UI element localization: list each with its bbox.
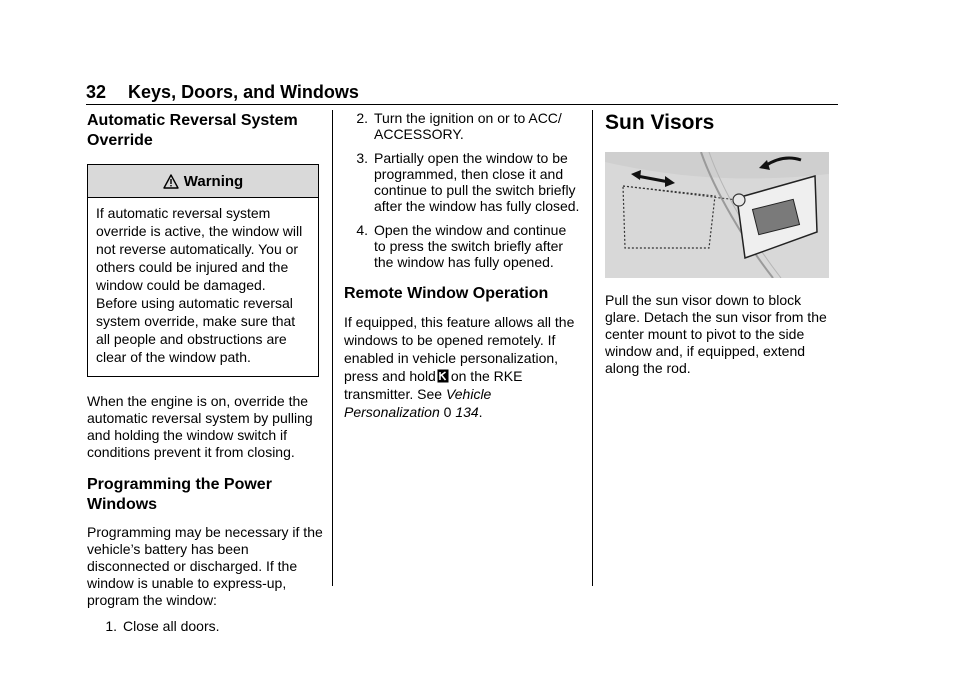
column-divider-1: [332, 110, 333, 586]
sun-visor-drawing: [605, 152, 829, 278]
list-item-number: 3.: [356, 150, 368, 166]
sun-visor-illustration: [605, 152, 829, 278]
heading-sun-visors: Sun Visors: [605, 111, 715, 134]
page-ref-number[interactable]: 134: [455, 404, 479, 420]
paragraph-override: When the engine is on, override the automatic reversal system by pulling and holding the window switch if conditions prevent it from closing.: [87, 393, 313, 460]
column-1: [87, 110, 323, 634]
remote-text-start: If equipped, this feature allows all the windows to be opened remotely. If enabled in vehicle personalization, press and hold: [344, 314, 575, 384]
heading-automatic-reversal: Automatic Reversal System Override: [87, 112, 298, 149]
remote-text-end: .: [478, 404, 483, 420]
list-item: [344, 222, 580, 270]
column-3: [605, 110, 837, 377]
column-divider-2: [592, 110, 593, 586]
list-item-text: Open the window and continue to press the switch briefly after the window has fully opened.: [374, 222, 567, 270]
paragraph-sun-visors: Pull the sun visor down to block glare. Detach the sun visor from the center mount to pivot to the side window and, if equipped, extend along the rod.: [605, 292, 827, 376]
page-number: 32: [86, 82, 107, 102]
vehicle-personalization-link[interactable]: Vehicle Personalization: [344, 386, 492, 420]
paragraph-remote-window: [344, 313, 580, 421]
paragraph-programming: Programming may be necessary if the vehicle’s battery has been disconnected or discharged. If the window is unable to express-up, program the window:: [87, 524, 323, 608]
column-2: [344, 110, 580, 421]
header-rule: [86, 104, 838, 105]
page-header: [86, 80, 838, 104]
warning-header: [88, 165, 318, 198]
list-item-number: 4.: [356, 222, 368, 238]
heading-programming-windows: Programming the Power Windows: [87, 476, 272, 513]
list-item-text: Close all doors.: [123, 618, 220, 634]
warning-body: If automatic reversal system override is active, the window will not reverse automatically. You or others could be injured and the window could be damaged. Before using automatic reversal system override, make sure that all people and obstructions are clear of the window path.: [96, 205, 303, 365]
list-item: [344, 110, 580, 142]
list-item-text: Partially open the window to be programmed, then close it and continue to pull the switch briefly after the window has fully closed.: [374, 150, 580, 214]
list-item-number: 2.: [356, 110, 368, 126]
remote-text-mid: on the RKE transmitter. See: [344, 368, 523, 402]
list-item: [344, 150, 580, 214]
rke-window-button-icon: [437, 369, 449, 383]
warning-box: [87, 164, 319, 377]
warning-title: Warning: [183, 172, 244, 190]
page-ref-symbol: 0: [443, 404, 452, 420]
warning-triangle-icon: [163, 174, 179, 189]
list-item: [87, 618, 323, 634]
section-title: Keys, Doors, and Windows: [128, 82, 359, 102]
heading-remote-window: Remote Window Operation: [344, 285, 549, 302]
list-item-number: 1.: [105, 618, 117, 634]
list-item-text: Turn the ignition on or to ACC/ ACCESSORY.: [374, 110, 562, 142]
